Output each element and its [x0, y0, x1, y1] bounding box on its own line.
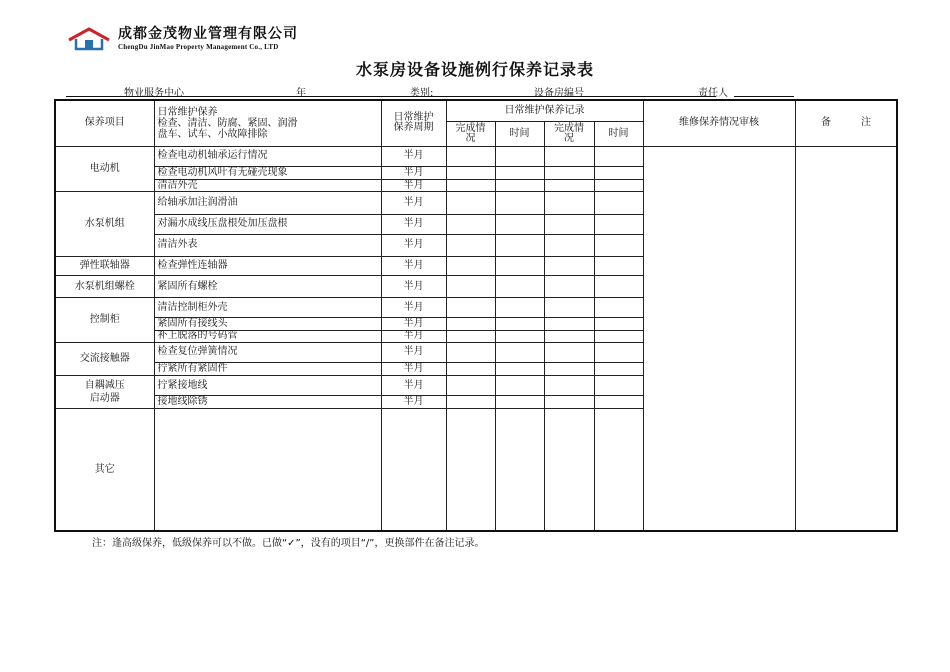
cell-done[interactable] — [544, 167, 594, 180]
other-label: 其它 — [55, 409, 154, 531]
cell-done[interactable] — [446, 256, 495, 275]
cell-done[interactable] — [544, 276, 594, 298]
cell-time[interactable] — [495, 276, 544, 298]
row-period: 半月 — [381, 362, 446, 375]
cell-done[interactable] — [544, 192, 594, 214]
row-content: 拧紧接地线 — [154, 375, 381, 395]
group-name: 水泵机组 — [55, 192, 154, 257]
footer-note: 注：逢高级保养，低级保养可以不做。已做“✓”，没有的项目“/”，更换部件在备注记录。 — [92, 538, 485, 549]
cell-time[interactable] — [495, 298, 544, 318]
cell-done[interactable] — [446, 167, 495, 180]
meta-year: 年 — [296, 88, 306, 99]
cell-done[interactable] — [544, 375, 594, 395]
header-content-line1: 日常维护保养 — [157, 106, 218, 118]
row-content: 检查弹性连轴器 — [154, 256, 381, 275]
cell-done[interactable] — [544, 318, 594, 330]
row-content: 清洁外表 — [154, 234, 381, 256]
header-item: 保养项目 — [55, 100, 154, 146]
cell-done[interactable] — [446, 375, 495, 395]
row-content: 对漏水成线压盘根处加压盘根 — [154, 214, 381, 234]
cell-done[interactable] — [446, 362, 495, 375]
cell-done[interactable] — [544, 342, 594, 362]
cell-time[interactable] — [495, 180, 544, 192]
cell-time[interactable] — [594, 330, 643, 342]
cell-time[interactable] — [495, 342, 544, 362]
row-content: 紧固所有接线头 — [154, 318, 381, 330]
row-content: 检查复位弹簧情况 — [154, 342, 381, 362]
header-content-line3: 盘车、试车、小故障排除 — [157, 128, 268, 140]
cell-time[interactable] — [594, 180, 643, 192]
row-period: 半月 — [381, 180, 446, 192]
cell-time[interactable] — [495, 318, 544, 330]
cell-time[interactable] — [495, 234, 544, 256]
header-remark: 备 注 — [795, 100, 897, 146]
meta-owner: 责任人 — [698, 88, 728, 99]
header-time-1: 时间 — [495, 121, 544, 146]
cell-time[interactable] — [594, 276, 643, 298]
cell-done[interactable] — [544, 330, 594, 342]
other-content[interactable] — [154, 409, 381, 531]
row-period: 半月 — [381, 167, 446, 180]
header-review: 维修保养情况审核 — [643, 100, 795, 146]
cell-time[interactable] — [495, 396, 544, 409]
cell-done[interactable] — [544, 396, 594, 409]
cell-time[interactable] — [495, 146, 544, 166]
header-content-line2: 检查、清洁、防腐、紧固、润滑 — [157, 117, 298, 129]
cell-done[interactable] — [544, 362, 594, 375]
cell-done[interactable] — [446, 396, 495, 409]
review-cell[interactable] — [643, 146, 795, 531]
cell-time[interactable] — [594, 318, 643, 330]
row-period: 半月 — [381, 192, 446, 214]
cell-done[interactable] — [446, 234, 495, 256]
cell-time[interactable] — [594, 256, 643, 275]
cell-done[interactable] — [544, 180, 594, 192]
header-period — [381, 100, 446, 146]
cell-done[interactable] — [544, 256, 594, 275]
row-period: 半月 — [381, 214, 446, 234]
row-content: 补上脱落的号码管 — [154, 330, 381, 342]
row-content: 接地线除锈 — [154, 396, 381, 409]
row-content: 给轴承加注润滑油 — [154, 192, 381, 214]
header-done-1: 完成情 况 — [446, 121, 495, 146]
group-name: 弹性联轴器 — [55, 256, 154, 275]
cell-done[interactable] — [446, 180, 495, 192]
row-period: 半月 — [381, 276, 446, 298]
cell-done[interactable] — [544, 409, 594, 531]
cell-time[interactable] — [495, 362, 544, 375]
cell-done[interactable] — [446, 330, 495, 342]
row-period: 半月 — [381, 298, 446, 318]
header-time-2: 时间 — [594, 121, 643, 146]
row-content: 清洁控制柜外壳 — [154, 298, 381, 318]
row-period: 半月 — [381, 146, 446, 166]
cell-done[interactable] — [446, 146, 495, 166]
company-name-en: ChengDu JinMao Property Management Co., LTD — [118, 43, 279, 51]
meta-owner-underline — [734, 96, 794, 97]
cell-done[interactable] — [544, 146, 594, 166]
cell-time[interactable] — [495, 375, 544, 395]
row-period: 半月 — [381, 330, 446, 342]
cell-time[interactable] — [594, 214, 643, 234]
remark-cell[interactable] — [795, 146, 897, 531]
other-period[interactable] — [381, 409, 446, 531]
header-period-line2: 保养周期 — [393, 122, 434, 134]
cell-done[interactable] — [446, 192, 495, 214]
cell-done[interactable] — [446, 342, 495, 362]
group-name: 交流接触器 — [55, 342, 154, 375]
company-name-cn: 成都金茂物业管理有限公司 — [118, 26, 298, 42]
cell-done[interactable] — [446, 409, 495, 531]
row-period: 半月 — [381, 256, 446, 275]
cell-time[interactable] — [495, 330, 544, 342]
cell-done[interactable] — [446, 298, 495, 318]
row-period: 半月 — [381, 318, 446, 330]
maintenance-record-table — [54, 99, 898, 532]
meta-room-no: 设备房编号 — [534, 88, 584, 99]
row-period: 半月 — [381, 342, 446, 362]
cell-time[interactable] — [594, 146, 643, 166]
row-content: 拧紧所有紧固件 — [154, 362, 381, 375]
cell-done[interactable] — [544, 214, 594, 234]
header-record: 日常维护保养记录 — [446, 100, 643, 121]
header-period-line1: 日常维护 — [393, 112, 434, 124]
company-logo-icon — [66, 26, 112, 52]
form-title: 水泵房设备设施例行保养记录表 — [355, 60, 594, 79]
cell-time[interactable] — [594, 167, 643, 180]
cell-time[interactable] — [495, 214, 544, 234]
cell-time[interactable] — [594, 234, 643, 256]
group-name: 水泵机组螺栓 — [55, 276, 154, 298]
cell-time[interactable] — [594, 396, 643, 409]
row-period: 半月 — [381, 375, 446, 395]
group-name: 控制柜 — [55, 298, 154, 342]
cell-time[interactable] — [594, 342, 643, 362]
row-period: 半月 — [381, 396, 446, 409]
row-content: 紧固所有螺栓 — [154, 276, 381, 298]
cell-time[interactable] — [594, 298, 643, 318]
cell-time[interactable] — [495, 192, 544, 214]
cell-done[interactable] — [544, 298, 594, 318]
cell-time[interactable] — [594, 192, 643, 214]
header-done-2: 完成情 况 — [544, 121, 594, 146]
row-period: 半月 — [381, 234, 446, 256]
cell-time[interactable] — [594, 362, 643, 375]
company-name — [118, 26, 298, 51]
cell-time[interactable] — [495, 167, 544, 180]
cell-done[interactable] — [544, 234, 594, 256]
cell-time[interactable] — [495, 256, 544, 275]
form-meta — [0, 84, 950, 98]
cell-time[interactable] — [594, 409, 643, 531]
cell-time[interactable] — [495, 409, 544, 531]
cell-time[interactable] — [594, 375, 643, 395]
cell-done[interactable] — [446, 214, 495, 234]
meta-category: 类别: — [410, 88, 434, 99]
row-content: 清洁外壳 — [154, 180, 381, 192]
meta-center: 物业服务中心 — [124, 88, 184, 99]
cell-done[interactable] — [446, 318, 495, 330]
row-content: 检查电动机轴承运行情况 — [154, 146, 381, 166]
group-name: 自耦减压 启动器 — [55, 375, 154, 408]
row-content: 检查电动机风叶有无碰壳现象 — [154, 167, 381, 180]
cell-done[interactable] — [446, 276, 495, 298]
group-name: 电动机 — [55, 146, 154, 191]
header-content — [154, 100, 381, 146]
